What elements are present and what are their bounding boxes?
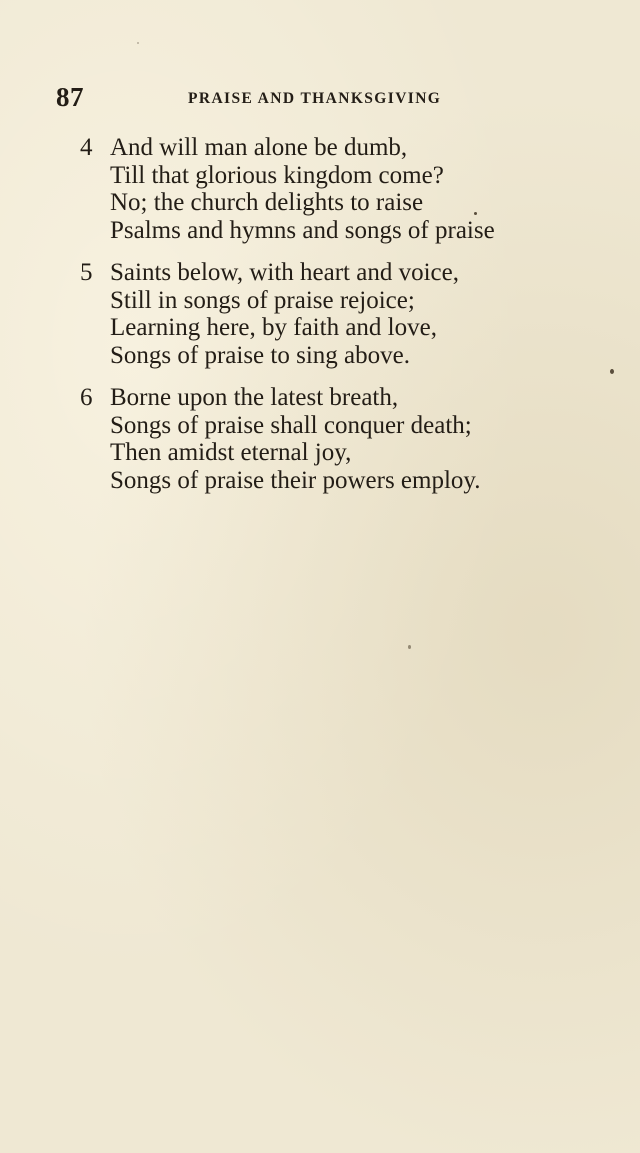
- verse-4: [80, 134, 600, 244]
- verse-number: 4: [80, 134, 93, 161]
- page-header: [56, 82, 476, 114]
- verse-5: [80, 259, 600, 369]
- verse-line: Then amidst eternal joy,: [110, 439, 352, 466]
- verse-line: Still in songs of praise rejoice;: [110, 286, 415, 314]
- verse-line: Borne upon the latest breath,: [110, 384, 399, 411]
- verse-line: Psalms and hymns and songs of praise: [110, 216, 495, 244]
- verse-lines: [110, 259, 600, 369]
- paper-speck: [610, 369, 614, 374]
- verse-lines: [110, 384, 600, 494]
- hymn-verses: [80, 134, 600, 509]
- paper-speck: [137, 42, 139, 44]
- paper-speck: [474, 212, 477, 215]
- running-head: PRAISE AND THANKSGIVING: [188, 90, 442, 107]
- verse-line: No; the church delights to raise: [110, 189, 424, 216]
- page-number: 87: [56, 82, 84, 112]
- paper-speck: [408, 645, 411, 649]
- verse-6: [80, 384, 600, 494]
- verse-line: Saints below, with heart and voice,: [110, 259, 459, 286]
- verse-line: Songs of praise their powers employ.: [110, 466, 481, 494]
- verse-line: And will man alone be dumb,: [110, 134, 408, 161]
- verse-lines: [110, 134, 600, 244]
- verse-number: 6: [80, 384, 93, 411]
- verse-line: Learning here, by faith and love,: [110, 314, 437, 341]
- verse-number: 5: [80, 259, 93, 286]
- verse-line: Songs of praise shall conquer death;: [110, 411, 472, 439]
- verse-line: Till that glorious kingdom come?: [110, 161, 444, 189]
- verse-line: Songs of praise to sing above.: [110, 341, 410, 369]
